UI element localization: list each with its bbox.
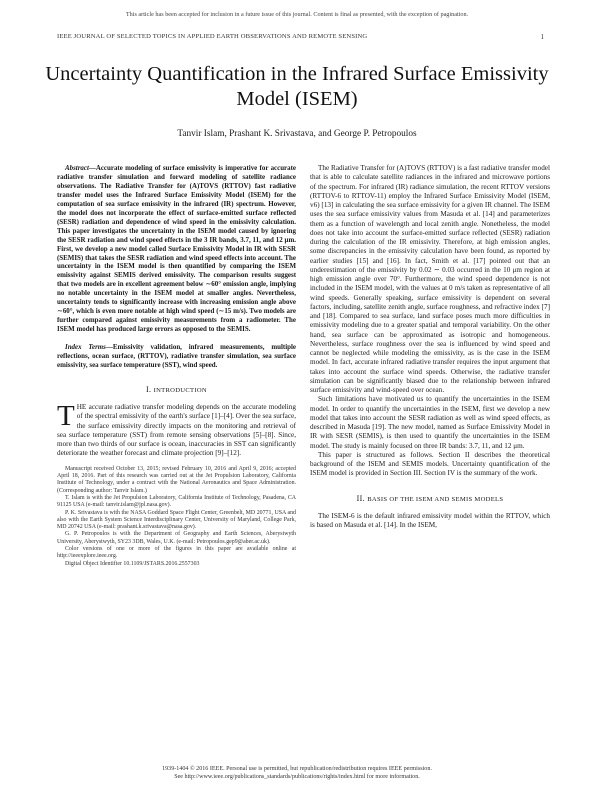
footnote-doi: Digital Object Identifier 10.1109/JSTARS.2016.2557303 <box>65 560 200 567</box>
footnote-author-islam: T. Islam is with the Jet Propulsion Laboratory, California Institute of Technology, Pasadena, CA 91125 USA (e-mail: tanvir.islam@jpl.nasa.gov). <box>57 494 296 509</box>
copyright-footer <box>0 766 594 781</box>
section-title: INTRODUCTION <box>153 386 207 394</box>
acceptance-notice: This article has been accepted for inclusion in a future issue of this journal. Content is final as presented, with the exception of pagination. <box>125 11 469 18</box>
right-column <box>310 164 550 530</box>
footnote-author-srivastava: P. K. Srivastava is with the NASA Goddard Space Flight Center, Greenbelt, MD 20771, USA and also with the Earth System Science Interdisciplinary Center, University of Maryland, College Park, MD 20742 USA (e-mail: prashant.k.srivastava@nasa.gov). <box>57 509 296 531</box>
author-list: Tanvir Islam, Prashant K. Srivastava, and George P. Petropoulos <box>177 129 417 139</box>
index-terms-text: —Emissivity validation, infrared measurements, multiple reflections, ocean surface, (RTTOV), radiative transfer simulation, sea surface emissivity, sea surface temperature (SST), wind speed. <box>57 343 296 370</box>
drop-cap: T <box>57 400 75 433</box>
index-terms-label: Index Terms <box>65 343 106 352</box>
section-heading-introduction <box>57 385 296 395</box>
body-paragraph: The ISEM-6 is the default infrared emissivity model within the RTTOV, which is based on Masuda et al. [14]. In the ISEM, <box>310 511 550 529</box>
footnote-author-petropoulos: G. P. Petropoulos is with the Department of Geography and Earth Sciences, Aberystwyth University, Aberystwyth, SY23 3DB, Wales, U.K. (e-mail: Petropoulos.gep9@aber.ac.uk). <box>57 531 296 545</box>
introduction-paragraph <box>57 400 296 459</box>
page-number: 1 <box>540 33 544 41</box>
footnote-manuscript: Manuscript received October 13, 2015; revised February 10, 2016 and April 9, 2016; accepted April 18, 2016. Part of this research was carried out at the Jet Propulsion Laboratory, California Institute of Technology, under a contract with the National Aeronautics and Space Administration. (Corresponding author: Tanvir Islam.) <box>57 465 296 494</box>
body-paragraph: This paper is structured as follows. Section II describes the theoretical background of the ISEM and SEMIS models. Uncertainty quantification of the ISEM model is provided in Section III. Section IV is the summary of the work. <box>310 450 550 478</box>
intro-text: HE accurate radiative transfer modeling depends on the accurate modeling of the spectral emissivity of the earth's surface [1]–[4]. Over the sea surface, the surface emissivity directly impacts on the monitoring and retrieval of sea surface temperature (SST) from remote sensing observations [5]–[8]. Since, more than two thirds of our surface is ocean, inaccuracies in SST can significantly deteriorate the weather forecast and climate projection [9]–[12]. <box>57 403 296 458</box>
abstract-text: —Accurate modeling of surface emissivity is imperative for accurate radiative transfer simulation and forward modeling of satellite radiance observations. The Radiative Transfer for (A)TOVS (RTTOV) fast radiative transfer model uses the Infrared Surface Emissivity Model (ISEM) for the computation of sea surface emissivity in the infrared (IR) spectrum. However, the model does not incorporate the effect of surface-emitted surface reflected (SESR) radiation and dependence of wind speed in the emissivity calculation. This paper investigates the uncertainty in the ISEM model caused by ignoring the SESR radiation and wind speed effects in the 3 IR bands, 3.7, 11, and 12 μm. First, we develop a new model called Surface Emissivity Model in IR with SESR (SEMIS) that takes the SESR radiation and wind speed effects into account. The uncertainty in the ISEM model is then quantified by comparing the ISEM emissivity against SEMIS derived emissivity. The comparison results suggest that two models are in excellent agreement below ∼60° emission angle, implying no notable uncertainty in the ISEM model at smaller angles. Nevertheless, uncertainty tends to significantly increase with increasing emission angle above ∼60°, which is even more notable at high wind speed (∼15 m/s). Two models are further compared against emissivity measurements from a radiometer. The ISEM model has produced large errors as opposed to the SEMIS. <box>57 164 296 334</box>
index-terms <box>57 343 296 370</box>
section-heading-basis <box>310 494 550 504</box>
permissions-link[interactable]: See http://www.ieee.org/publications_standards/publications/rights/index.html for more information. <box>174 773 420 780</box>
footnotes <box>57 466 296 568</box>
abstract-label: Abstract <box>65 164 89 172</box>
section-number: I. <box>146 384 152 394</box>
copyright-line: 1939-1404 © 2016 IEEE. Personal use is permitted, but republication/redistribution requires IEEE permission. <box>162 766 432 772</box>
left-column <box>57 164 296 568</box>
running-head: IEEE JOURNAL OF SELECTED TOPICS IN APPLIED EARTH OBSERVATIONS AND REMOTE SENSING <box>57 33 368 40</box>
paper-title: Uncertainty Quantification in the Infrared Surface Emissivity Model (ISEM) <box>45 63 549 110</box>
footnote-color-versions: Color versions of one or more of the figures in this paper are available online at http://ieeexplore.ieee.org. <box>57 545 296 560</box>
body-paragraph: Such limitations have motivated us to quantify the uncertainties in the ISEM model. In order to quantify the uncertainties in the ISEM, first we develop a new model that takes into account the SESR radiation as well as wind speed effects, as described in Masuda [19]. The new model, named as Surface Emissivity Model in IR with SESR (SEMIS), is then used to quantify the uncertainties in the ISEM model. The study is mainly focused on three IR bands: 3.7, 11, and 12 μm. <box>310 395 550 450</box>
section-title: BASIS OF THE ISEM AND SEMIS MODELS <box>367 495 504 503</box>
body-paragraph: The Radiative Transfer for (A)TOVS (RTTOV) is a fast radiative transfer model that is able to calculate satellite radiances in the infrared and microwave portions of the spectrum. For infrared (IR) radiance simulation, the recent RTTOV versions (RTTOV-6 to RTTOV-11) employ the Infrared Surface Emissivity Model (ISEM, v6) [13] in calculating the sea surface emissivity for a given IR channel. The ISEM uses the sea surface emissivity values from Masuda et al. [14] and parameterizes them as a function of wavelength and local zenith angle. Nonetheless, the model does not take into account the surface-emitted surface reflected (SESR) radiation during the calculation of the IR emissivity. Therefore, at high emission angles, some discrepancies in the emissivity calculation have been found, as reported by earlier studies [15] and [16]. In fact, Smith et al. [17] pointed out that an underestimation of the emissivity by 0.02 ∼ 0.03 occurred in the 10 μm region at high emission angle over 70°. Furthermore, the wind speed dependence is not included in the ISEM model, with the values at 0 m/s taken as representative of all wind speeds. Generally speaking, surface emissivity is dependent on several factors, including, satellite zenith angle, surface roughness, and refractive index [7] and [18]. Compared to sea surface, land surface poses much more difficulties in emissivity modeling due to a greater spatial and temporal variability. On the other hand, sea surface can be approximated as isotropic and homogeneous. Nevertheless, surface roughness over the sea is influenced by wind speed and cannot be neglected while modeling the emissivity, as is the case in the ISEM model. In fact, accurate infrared radiative transfer requires the input argument that takes into account the surface wind speeds. Otherwise, the radiative transfer simulation can be significantly biased due to the relationship between infrared surface emissivity and wind-speed over ocean. <box>310 164 550 394</box>
abstract <box>57 164 296 334</box>
section-number: II. <box>356 493 365 503</box>
